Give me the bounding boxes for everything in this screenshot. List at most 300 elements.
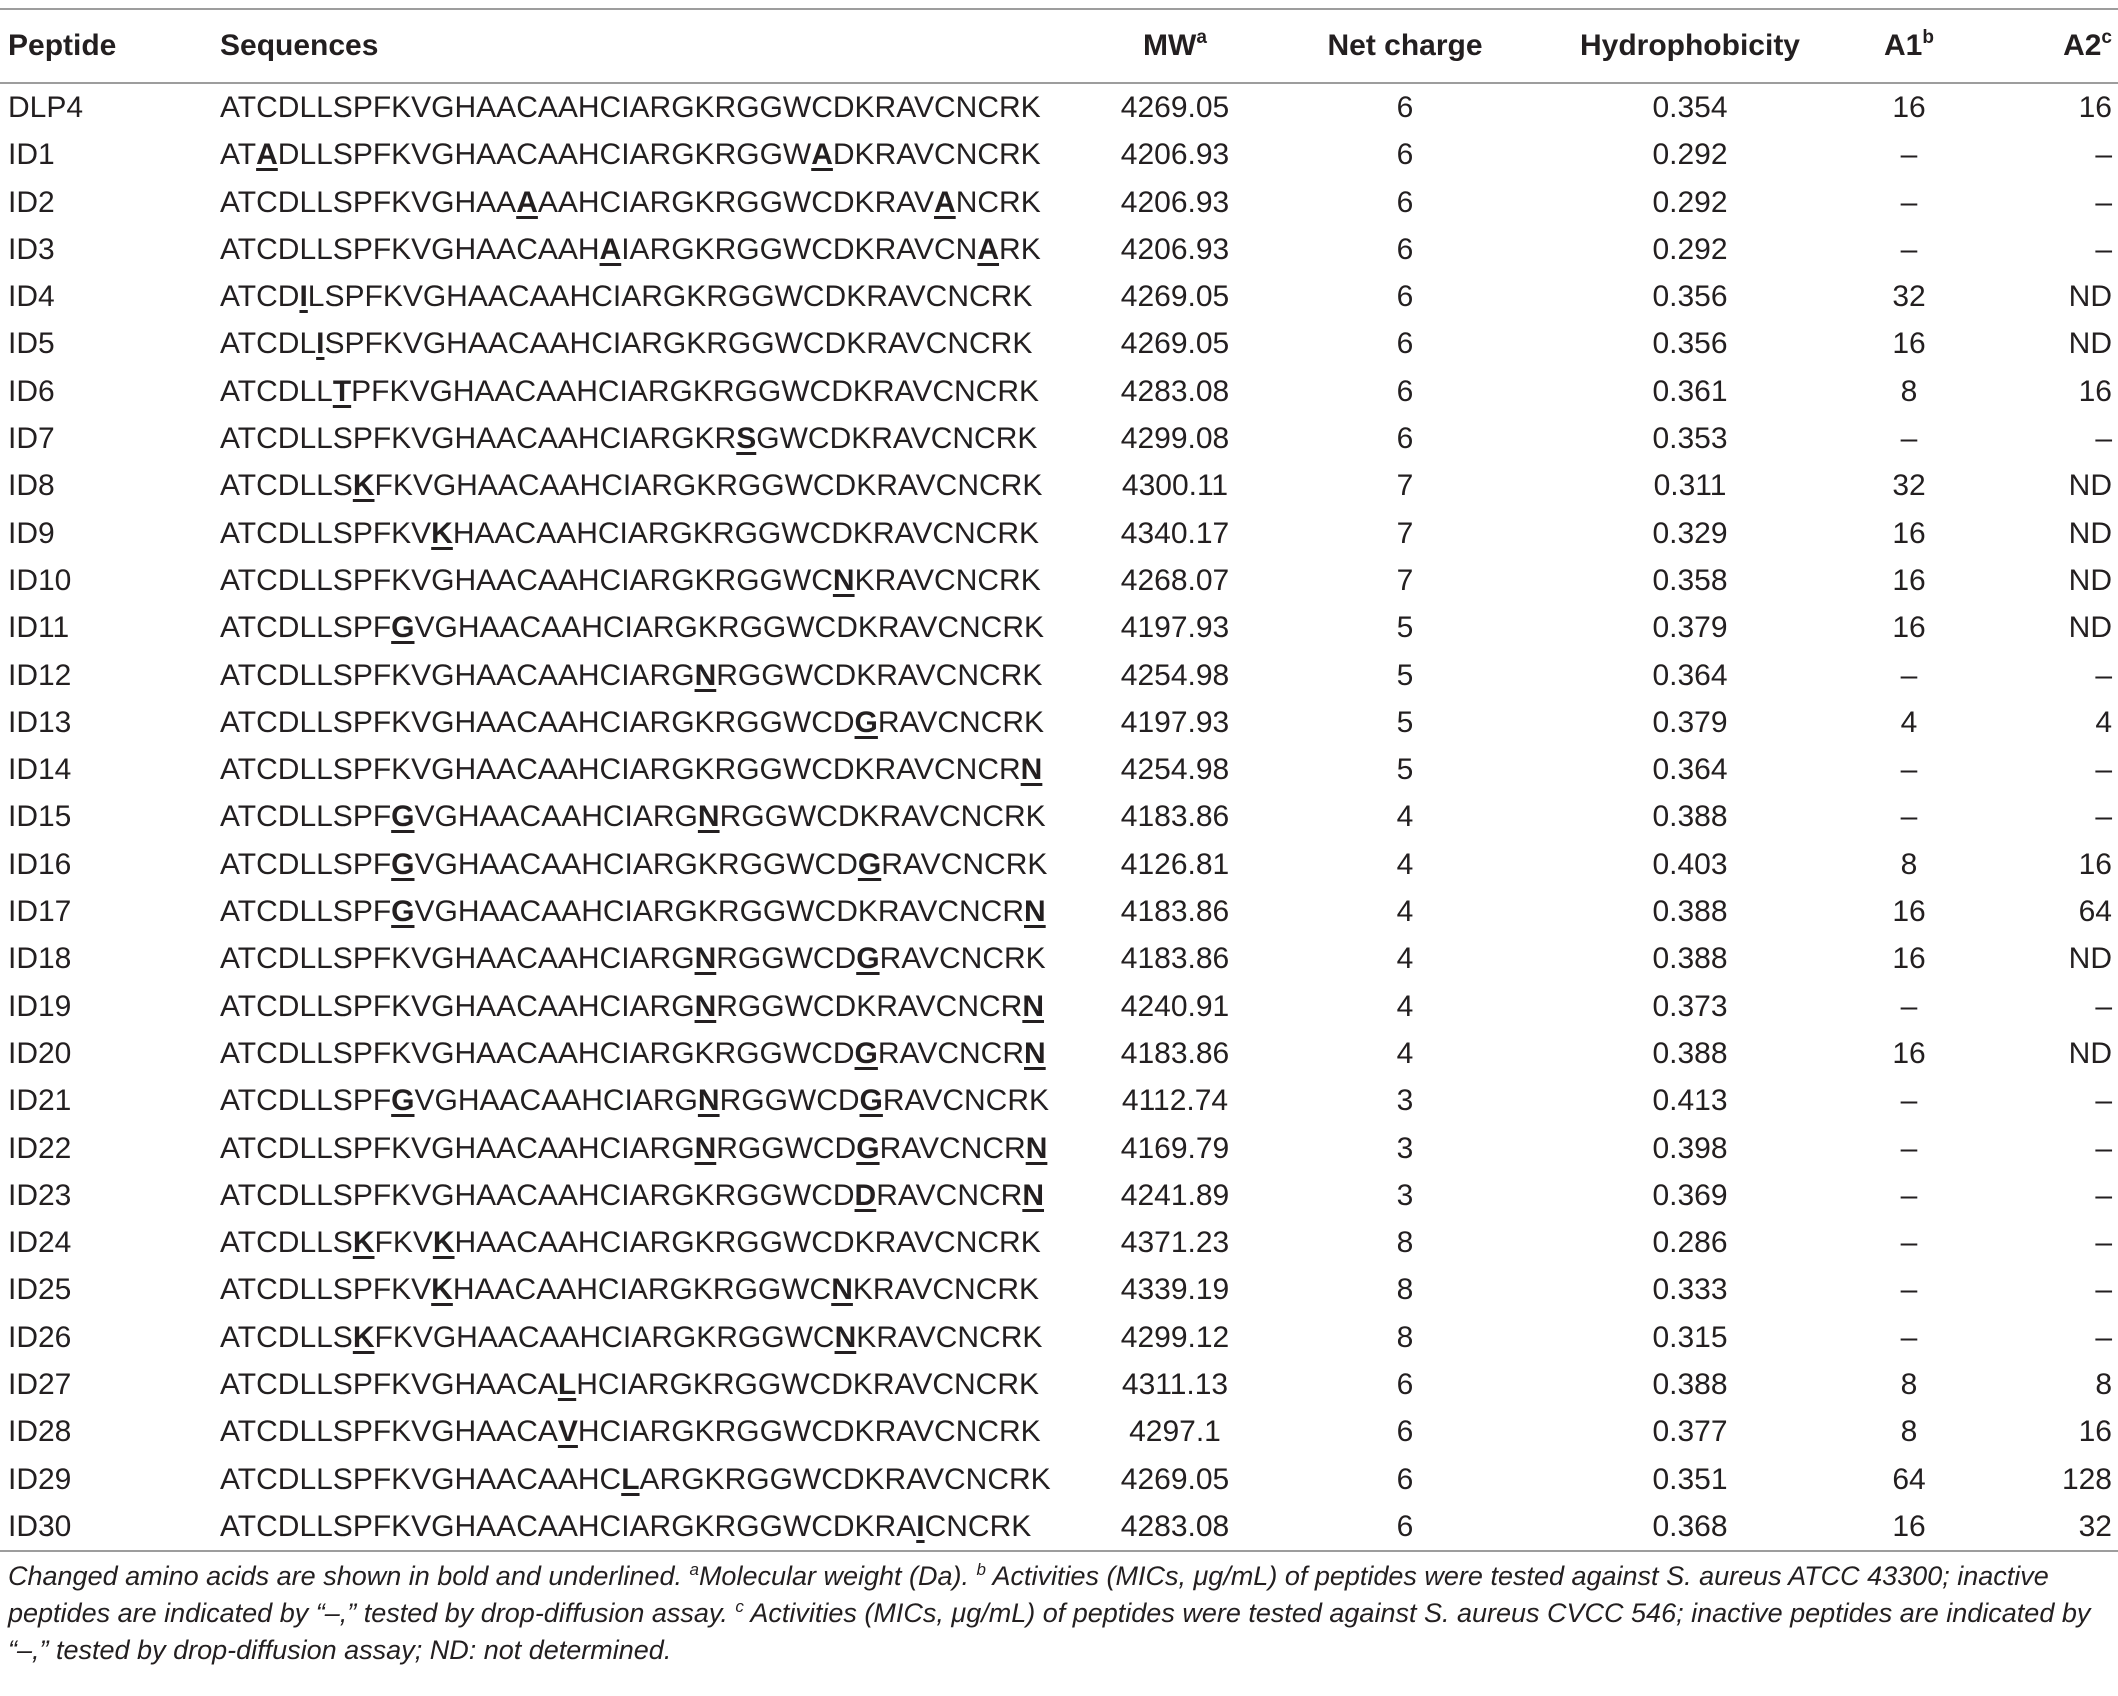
hydrophobicity-cell: 0.379 xyxy=(1652,611,1728,645)
changed-amino-acid: A xyxy=(811,138,833,172)
net-charge-cell: 8 xyxy=(1396,1273,1414,1307)
sequence-segment: SPFKVGHAACAAHCIARGKRGGWCDKRAVCNCRK xyxy=(324,327,1033,361)
sequence-segment: ATCD xyxy=(220,280,300,314)
hydrophobicity-cell: 0.388 xyxy=(1652,895,1728,929)
sequence-segment: ARGKRGGWCDKRAVCNCRK xyxy=(639,1462,1051,1496)
net-charge-cell: 6 xyxy=(1396,280,1414,314)
activity-a1-cell: 32 xyxy=(1892,469,1926,503)
table-row xyxy=(0,793,2118,840)
hydrophobicity-cell: 0.369 xyxy=(1652,1178,1728,1212)
net-charge-cell: 6 xyxy=(1396,422,1414,456)
net-charge-cell: 6 xyxy=(1396,1462,1414,1496)
changed-amino-acid: I xyxy=(316,327,325,361)
changed-amino-acid: N xyxy=(834,1320,857,1354)
sequence-segment: AT xyxy=(220,138,257,172)
activity-a1-cell: 64 xyxy=(1892,1462,1926,1496)
sequence-cell xyxy=(220,604,1080,651)
footnote-mark: b xyxy=(976,1560,986,1579)
hydrophobicity-cell: 0.373 xyxy=(1652,989,1728,1023)
activity-a1-cell: 8 xyxy=(1900,1368,1918,1402)
activity-a1-cell: 8 xyxy=(1900,1415,1918,1449)
activity-a1-cell: – xyxy=(1900,658,1918,692)
sequence-segment: ATCDLLSPFKVGHAACA xyxy=(220,1415,558,1449)
hydrophobicity-cell: 0.364 xyxy=(1652,658,1728,692)
sequence-cell xyxy=(220,1030,1080,1077)
molecular-weight-cell: 4197.93 xyxy=(1120,611,1230,645)
activity-a1-cell: – xyxy=(1900,1131,1918,1165)
changed-amino-acid: N xyxy=(697,800,720,834)
molecular-weight-cell: 4254.98 xyxy=(1120,753,1230,787)
activity-a1-cell: 16 xyxy=(1892,895,1926,929)
changed-amino-acid: G xyxy=(854,1036,878,1070)
peptide-name-cell: ID23 xyxy=(8,1178,72,1212)
sequence-cell xyxy=(220,1361,1080,1408)
activity-a2-cell: 128 xyxy=(2061,1462,2112,1496)
molecular-weight-cell: 4183.86 xyxy=(1120,942,1230,976)
peptide-name-cell: ID5 xyxy=(8,327,55,361)
activity-a2-cell: ND xyxy=(2068,280,2112,314)
peptide-name-cell: ID15 xyxy=(8,800,72,834)
sequence-segment: ATCDLLS xyxy=(220,469,353,503)
table-row xyxy=(0,1503,2118,1551)
sequence-segment: RAVCNCRK xyxy=(882,1084,1050,1118)
hydrophobicity-cell: 0.292 xyxy=(1652,138,1728,172)
changed-amino-acid: N xyxy=(1025,1131,1048,1165)
peptide-name-cell: ID9 xyxy=(8,516,55,550)
sequence-segment: ATCDLLSPFKVGHAA xyxy=(220,185,517,219)
sequence-cell xyxy=(220,888,1080,935)
net-charge-cell: 4 xyxy=(1396,1036,1414,1070)
net-charge-cell: 7 xyxy=(1396,469,1414,503)
molecular-weight-cell: 4339.19 xyxy=(1120,1273,1230,1307)
hydrophobicity-cell: 0.356 xyxy=(1652,327,1728,361)
net-charge-cell: 5 xyxy=(1396,705,1414,739)
sequence-segment: RGGWCDKRAVCNCRK xyxy=(719,800,1046,834)
molecular-weight-cell: 4169.79 xyxy=(1120,1131,1230,1165)
changed-amino-acid: K xyxy=(352,1226,375,1260)
changed-amino-acid: L xyxy=(621,1462,640,1496)
activity-a2-cell: 32 xyxy=(1978,1503,2118,1551)
sequence-cell xyxy=(220,652,1080,699)
hydrophobicity-cell: 0.333 xyxy=(1652,1273,1728,1307)
peptide-name-cell: ID7 xyxy=(8,422,55,456)
sequence-cell xyxy=(220,1266,1080,1313)
molecular-weight-cell: 4183.86 xyxy=(1120,895,1230,929)
hydrophobicity-cell: 0.388 xyxy=(1652,1368,1728,1402)
hydrophobicity-cell: 0.351 xyxy=(1652,1462,1728,1496)
hydrophobicity-cell: 0.292 xyxy=(1652,185,1728,219)
molecular-weight-cell: 4283.08 xyxy=(1120,374,1230,408)
sequence-cell xyxy=(220,841,1080,888)
activity-a2-cell: ND xyxy=(2068,611,2112,645)
activity-a2-cell: ND xyxy=(2068,327,2112,361)
sequence-segment: ATCDLLSPFKVGHAACAAHCIARGKRGGWCD xyxy=(220,1178,855,1212)
molecular-weight-cell: 4183.86 xyxy=(1120,1036,1230,1070)
net-charge-cell: 7 xyxy=(1396,516,1414,550)
peptide-name-cell: ID20 xyxy=(8,1036,72,1070)
net-charge-cell: 5 xyxy=(1396,658,1414,692)
sequence-segment: ATCDLLSPFKVGHAACAAHCIARG xyxy=(220,989,695,1023)
molecular-weight-cell: 4206.93 xyxy=(1120,138,1230,172)
sequence-cell xyxy=(220,1503,1080,1551)
activity-a1-cell: – xyxy=(1900,1178,1918,1212)
table-row xyxy=(0,983,2118,1030)
activity-a2-cell: – xyxy=(2095,1084,2112,1118)
activity-a2-cell: – xyxy=(2095,1178,2112,1212)
peptide-name-cell: ID21 xyxy=(8,1084,72,1118)
molecular-weight-cell: 4269.05 xyxy=(1120,327,1230,361)
changed-amino-acid: N xyxy=(1024,895,1046,929)
activity-a2-cell: 16 xyxy=(2078,374,2112,408)
changed-amino-acid: A xyxy=(599,232,622,266)
molecular-weight-cell: 4241.89 xyxy=(1120,1178,1230,1212)
sequence-segment: NCRK xyxy=(955,185,1041,219)
activity-a2-cell: ND xyxy=(2068,563,2112,597)
hydrophobicity-cell: 0.292 xyxy=(1652,232,1728,266)
activity-a2-cell: – xyxy=(2095,422,2112,456)
activity-a2-cell: – xyxy=(2095,1226,2112,1260)
molecular-weight-cell: 4269.05 xyxy=(1120,91,1230,124)
molecular-weight-cell: 4268.07 xyxy=(1120,563,1230,597)
table-row xyxy=(0,320,2118,367)
sequence-segment: VGHAACAAHCIARG xyxy=(414,1084,698,1118)
peptide-name-cell: ID27 xyxy=(8,1368,72,1402)
net-charge-cell: 5 xyxy=(1396,611,1414,645)
sequence-cell xyxy=(220,131,1080,178)
hydrophobicity-cell: 0.377 xyxy=(1652,1415,1728,1449)
changed-amino-acid: N xyxy=(1022,1178,1045,1212)
changed-amino-acid: N xyxy=(694,658,717,692)
activity-a1-cell: 16 xyxy=(1892,1036,1926,1070)
sequence-segment: ATCDLLSPFKVGHAACAAH xyxy=(220,232,600,266)
peptide-name-cell: ID8 xyxy=(8,469,55,503)
activity-a1-cell: – xyxy=(1900,185,1918,219)
sequence-segment: ATCDLL xyxy=(220,374,333,408)
sequence-segment: ATCDLLSPFKVGHAACAAHCIARG xyxy=(220,658,695,692)
sequence-segment: RGGWCD xyxy=(716,942,857,976)
footnote-mark: c xyxy=(735,1597,744,1616)
sequence-segment: DKRAVCNCRK xyxy=(832,138,1041,172)
changed-amino-acid: I xyxy=(299,280,308,314)
changed-amino-acid: G xyxy=(391,895,415,929)
net-charge-cell: 6 xyxy=(1396,185,1414,219)
changed-amino-acid: G xyxy=(856,942,880,976)
peptide-name-cell: ID22 xyxy=(8,1131,72,1165)
net-charge-cell: 6 xyxy=(1396,91,1414,124)
activity-a2-cell: – xyxy=(2095,989,2112,1023)
molecular-weight-cell: 4183.86 xyxy=(1120,800,1230,834)
changed-amino-acid: N xyxy=(831,1273,853,1307)
footnote-text: Changed amino acids are shown in bold and underlined. xyxy=(8,1561,690,1591)
table-row xyxy=(0,1077,2118,1124)
net-charge-cell: 6 xyxy=(1396,327,1414,361)
activity-a1-cell: – xyxy=(1900,1320,1918,1354)
molecular-weight-cell: 4206.93 xyxy=(1120,232,1230,266)
activity-a1-cell: – xyxy=(1900,1273,1918,1307)
net-charge-cell: 4 xyxy=(1396,847,1414,881)
hydrophobicity-cell: 0.358 xyxy=(1652,563,1728,597)
peptide-name-cell: ID4 xyxy=(8,280,55,314)
net-charge-cell: 6 xyxy=(1396,1368,1414,1402)
table-row xyxy=(0,1172,2118,1219)
hydrophobicity-cell: 0.403 xyxy=(1652,847,1728,881)
table-row xyxy=(0,1314,2118,1361)
peptide-name-cell: ID26 xyxy=(8,1320,72,1354)
changed-amino-acid: K xyxy=(352,1320,375,1354)
table-row xyxy=(0,557,2118,604)
net-charge-cell: 3 xyxy=(1396,1131,1414,1165)
activity-a1-cell: 16 xyxy=(1892,516,1926,550)
changed-amino-acid: S xyxy=(736,422,757,456)
header-mw-footnote-mark: a xyxy=(1196,27,1207,48)
changed-amino-acid: G xyxy=(391,1084,415,1118)
table-row xyxy=(0,1125,2118,1172)
sequence-segment: PFKVGHAACAAHCIARGKRGGWCDKRAVCNCRK xyxy=(351,374,1040,408)
molecular-weight-cell: 4283.08 xyxy=(1080,1503,1270,1551)
sequence-segment: ATCDLLSPFKVGHAACAAHCIARG xyxy=(220,942,695,976)
net-charge-cell: 4 xyxy=(1396,800,1414,834)
molecular-weight-cell: 4269.05 xyxy=(1120,280,1230,314)
sequence-segment: ATCDLLSPFKVGHAACAAHCIARGKRGGWC xyxy=(220,563,833,597)
hydrophobicity-cell: 0.413 xyxy=(1652,1084,1728,1118)
activity-a2-cell: – xyxy=(2095,753,2112,787)
molecular-weight-cell: 4112.74 xyxy=(1121,1084,1229,1118)
hydrophobicity-cell: 0.388 xyxy=(1652,1036,1728,1070)
header-a2-footnote-mark: c xyxy=(2101,27,2112,48)
activity-a1-cell: 8 xyxy=(1900,847,1918,881)
table-body xyxy=(0,83,2118,1551)
molecular-weight-cell: 4340.17 xyxy=(1120,516,1230,550)
sequence-cell xyxy=(220,699,1080,746)
molecular-weight-cell: 4197.93 xyxy=(1120,705,1230,739)
changed-amino-acid: N xyxy=(694,942,717,976)
activity-a1-cell: – xyxy=(1900,1226,1918,1260)
activity-a1-cell: 32 xyxy=(1892,280,1926,314)
activity-a2-cell: ND xyxy=(2068,942,2112,976)
peptide-name-cell: ID17 xyxy=(8,895,72,929)
sequence-cell xyxy=(220,1125,1080,1172)
hydrophobicity-cell: 0.398 xyxy=(1652,1131,1728,1165)
sequence-segment: KRAVCNCRK xyxy=(854,563,1041,597)
footnote-text: Molecular weight (Da). xyxy=(698,1561,977,1591)
net-charge-cell: 3 xyxy=(1396,1178,1414,1212)
peptide-table xyxy=(0,8,2118,1552)
activity-a2-cell: ND xyxy=(2068,1036,2112,1070)
sequence-cell xyxy=(220,273,1080,320)
peptide-name-cell: ID6 xyxy=(8,374,55,408)
sequence-segment: ATCDLLSPFKV xyxy=(220,516,432,550)
sequence-segment: RAVCNCRK xyxy=(881,847,1048,881)
changed-amino-acid: L xyxy=(557,1368,577,1402)
table-row xyxy=(0,179,2118,226)
sequence-segment: RAVCNCR xyxy=(876,1178,1023,1212)
table-row xyxy=(0,226,2118,273)
changed-amino-acid: N xyxy=(832,563,855,597)
activity-a1-cell: 16 xyxy=(1892,327,1926,361)
activity-a1-cell: 16 xyxy=(1892,91,1926,124)
sequence-segment: FKV xyxy=(374,1226,433,1260)
table-row xyxy=(0,1266,2118,1313)
molecular-weight-cell: 4269.05 xyxy=(1120,1462,1230,1496)
table-row xyxy=(0,1219,2118,1266)
sequence-segment: GWCDKRAVCNCRK xyxy=(756,422,1038,456)
sequence-cell xyxy=(220,226,1080,273)
hydrophobicity-cell: 0.388 xyxy=(1652,800,1728,834)
activity-a2-cell: – xyxy=(2095,800,2112,834)
changed-amino-acid: K xyxy=(352,469,375,503)
sequence-segment: VGHAACAAHCIARG xyxy=(414,800,698,834)
sequence-cell xyxy=(220,510,1080,557)
changed-amino-acid: G xyxy=(857,847,882,881)
peptide-name-cell: ID13 xyxy=(8,705,72,739)
peptide-name-cell: ID10 xyxy=(8,563,72,597)
peptide-name-cell: ID19 xyxy=(8,989,72,1023)
peptide-table-container xyxy=(0,8,2118,1552)
changed-amino-acid: A xyxy=(256,138,278,172)
changed-amino-acid: T xyxy=(332,374,352,408)
activity-a1-cell: – xyxy=(1900,232,1918,266)
molecular-weight-cell: 4371.23 xyxy=(1120,1226,1230,1260)
table-row xyxy=(0,746,2118,793)
table-row xyxy=(0,83,2118,131)
activity-a1-cell: – xyxy=(1900,989,1918,1023)
net-charge-cell: 6 xyxy=(1270,1503,1540,1551)
molecular-weight-cell: 4240.91 xyxy=(1120,989,1230,1023)
sequence-segment: FKVGHAACAAHCIARGKRGGWC xyxy=(374,1320,835,1354)
activity-a1-cell: 8 xyxy=(1900,374,1918,408)
activity-a2-cell: 64 xyxy=(2078,895,2112,929)
molecular-weight-cell: 4299.08 xyxy=(1120,422,1230,456)
activity-a2-cell: – xyxy=(2095,1320,2112,1354)
activity-a2-cell: – xyxy=(2095,1131,2112,1165)
peptide-name-cell: ID1 xyxy=(8,138,55,172)
activity-a2-cell: – xyxy=(2095,138,2112,172)
sequence-cell xyxy=(220,793,1080,840)
sequence-cell xyxy=(220,983,1080,1030)
header-net-charge: Net charge xyxy=(1270,9,1540,83)
sequence-segment: ATCDLLSPFKVGHAACAAHCIARGKR xyxy=(220,422,737,456)
hydrophobicity-cell: 0.353 xyxy=(1652,422,1728,456)
net-charge-cell: 4 xyxy=(1396,942,1414,976)
activity-a1-cell: 16 xyxy=(1892,942,1926,976)
sequence-segment: ATCDLLSPFKVGHAACAAHC xyxy=(220,1462,622,1496)
sequence-segment: RGGWCDKRAVCNCRK xyxy=(716,658,1043,692)
changed-amino-acid: K xyxy=(431,516,453,550)
header-a1-footnote-mark: b xyxy=(1922,27,1934,48)
table-row xyxy=(0,1361,2118,1408)
activity-a1-cell: 4 xyxy=(1900,705,1918,739)
changed-amino-acid: G xyxy=(391,800,415,834)
table-row xyxy=(0,888,2118,935)
sequence-cell xyxy=(220,1077,1080,1124)
changed-amino-acid: K xyxy=(432,1226,455,1260)
sequence-segment: IARGKRGGWCDKRAVCN xyxy=(621,232,978,266)
table-row xyxy=(0,1030,2118,1077)
sequence-segment: ATCDLLSPF xyxy=(220,895,392,929)
sequence-segment: ATCDLLSPFKVGHAACAAHCIARGKRGGWCDKRAVCNCR xyxy=(220,753,1021,787)
sequence-segment: RGGWCD xyxy=(716,1131,857,1165)
header-sequences: Sequences xyxy=(220,9,1080,83)
changed-amino-acid: N xyxy=(694,989,717,1023)
sequence-segment: KRAVCNCRK xyxy=(852,1273,1040,1307)
sequence-cell xyxy=(220,557,1080,604)
activity-a1-cell: – xyxy=(1900,138,1918,172)
sequence-segment: AAHCIARGKRGGWCDKRAV xyxy=(537,185,935,219)
molecular-weight-cell: 4300.11 xyxy=(1121,469,1229,503)
molecular-weight-cell: 4126.81 xyxy=(1120,847,1230,881)
sequence-segment: ATCDLLSPFKVGHAACAAHCIARGKRGGWCD xyxy=(220,1036,855,1070)
sequence-segment: ATCDLLSPFKVGHAACAAHCIARGKRGGWCDKRA xyxy=(220,1509,917,1543)
sequence-cell xyxy=(220,1408,1080,1455)
molecular-weight-cell: 4299.12 xyxy=(1120,1320,1230,1354)
activity-a2-cell: – xyxy=(2095,1273,2112,1307)
peptide-name-cell: ID24 xyxy=(8,1226,72,1260)
activity-a2-cell: 16 xyxy=(2078,1415,2112,1449)
changed-amino-acid: N xyxy=(1020,753,1043,787)
hydrophobicity-cell: 0.361 xyxy=(1652,374,1728,408)
sequence-segment: ATCDLLSPF xyxy=(220,847,392,881)
peptide-name-cell: ID30 xyxy=(0,1503,220,1551)
hydrophobicity-cell: 0.368 xyxy=(1540,1503,1840,1551)
net-charge-cell: 4 xyxy=(1396,989,1414,1023)
changed-amino-acid: N xyxy=(1022,989,1045,1023)
sequence-cell xyxy=(220,368,1080,415)
activity-a2-cell: 16 xyxy=(2078,91,2112,124)
peptide-name-cell: ID3 xyxy=(8,232,55,266)
table-row xyxy=(0,1408,2118,1455)
changed-amino-acid: N xyxy=(697,1084,720,1118)
net-charge-cell: 3 xyxy=(1396,1084,1414,1118)
net-charge-cell: 7 xyxy=(1396,563,1414,597)
sequence-segment: VGHAACAAHCIARGKRGGWCDKRAVCNCRK xyxy=(414,611,1045,645)
sequence-segment: ATCDLLSPF xyxy=(220,1084,392,1118)
table-row xyxy=(0,273,2118,320)
sequence-segment: DLLSPFKVGHAACAAHCIARGKRGGW xyxy=(277,138,812,172)
table-row xyxy=(0,415,2118,462)
sequence-segment: RAVCNCR xyxy=(879,1131,1026,1165)
table-footnote xyxy=(8,1558,2108,1669)
sequence-segment: ATCDLLSPFKVGHAACA xyxy=(220,1368,558,1402)
activity-a1-cell: – xyxy=(1900,753,1918,787)
sequence-segment: HAACAAHCIARGKRGGWCDKRAVCNCRK xyxy=(452,516,1040,550)
molecular-weight-cell: 4297.1 xyxy=(1129,1415,1221,1449)
sequence-segment: RGGWCDKRAVCNCR xyxy=(716,989,1023,1023)
sequence-segment: ATCDLLSPFKVGHAACAAHCIARG xyxy=(220,1131,695,1165)
sequence-cell xyxy=(220,179,1080,226)
sequence-segment: RK xyxy=(999,232,1041,266)
hydrophobicity-cell: 0.311 xyxy=(1653,469,1727,503)
changed-amino-acid: G xyxy=(391,611,415,645)
peptide-name-cell: ID2 xyxy=(8,185,55,219)
header-a2: A2$^c$ xyxy=(1978,9,2118,83)
peptide-name-cell: ID12 xyxy=(8,658,72,692)
net-charge-cell: 8 xyxy=(1396,1320,1414,1354)
peptide-name-cell: ID25 xyxy=(8,1273,72,1307)
header-peptide: Peptide xyxy=(0,9,220,83)
sequence-segment: RAVCNCRK xyxy=(877,705,1045,739)
header-hydrophobicity: Hydrophobicity xyxy=(1540,9,1840,83)
net-charge-cell: 6 xyxy=(1396,1415,1414,1449)
molecular-weight-cell: 4254.98 xyxy=(1120,658,1230,692)
sequence-segment: RAVCNCRK xyxy=(879,942,1046,976)
peptide-name-cell: ID28 xyxy=(8,1415,72,1449)
net-charge-cell: 6 xyxy=(1396,374,1414,408)
changed-amino-acid: N xyxy=(694,1131,717,1165)
sequence-segment: ATCDLLSPF xyxy=(220,611,392,645)
table-header-row xyxy=(0,9,2118,83)
footnote-text: Activities (MICs, μg/mL) of peptides were tested against S. aureus ATCC 43300; inactive peptides are indicated by “–,” tested by drop-diffusion assay. xyxy=(8,1561,2049,1628)
changed-amino-acid: K xyxy=(431,1273,453,1307)
